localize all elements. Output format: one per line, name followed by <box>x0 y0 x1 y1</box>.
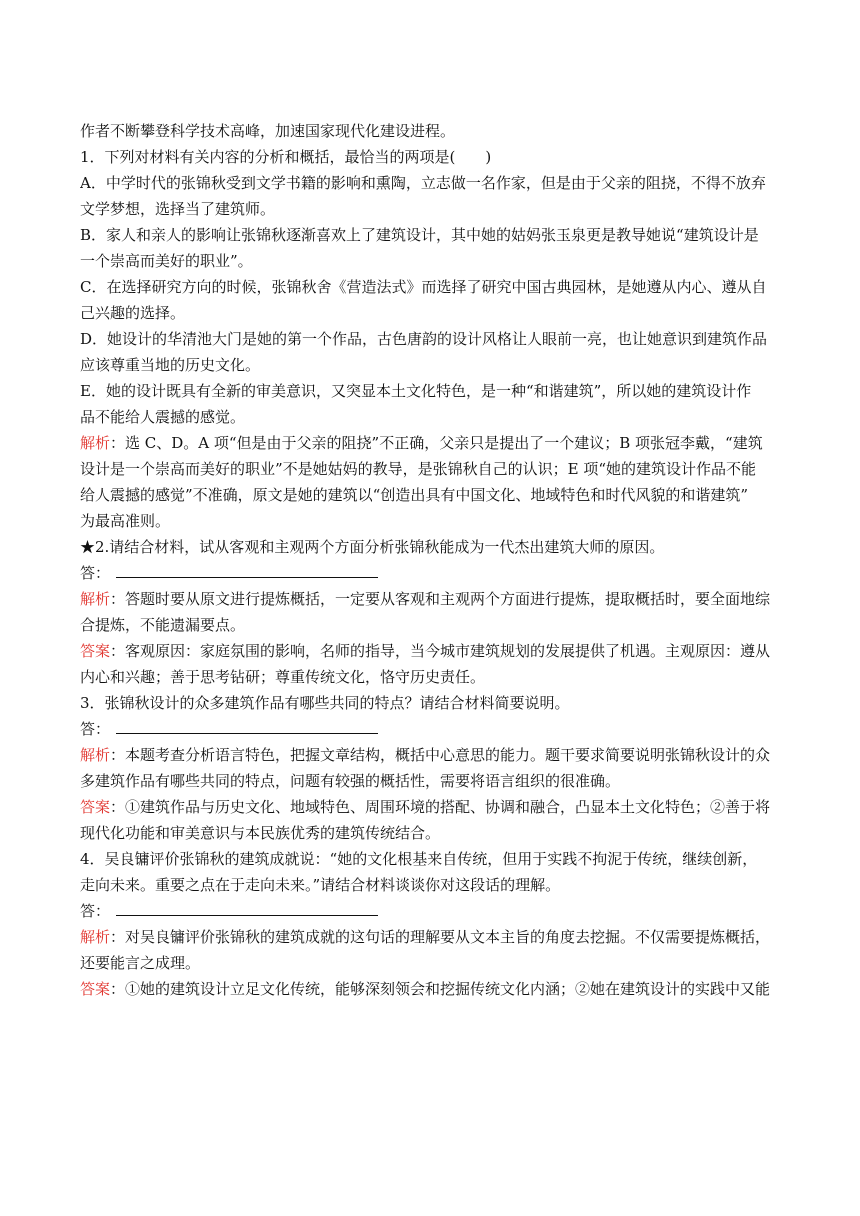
q4-analysis <box>80 924 780 950</box>
question-4-stem-cont: 走向未来。重要之点在于走向未来。”请结合材料谈谈你对这段话的理解。 <box>80 876 561 894</box>
q4-analysis-cont: 还要能言之成理。 <box>80 954 201 972</box>
q1-option-c: C．在选择研究方向的时候，张锦秋舍《营造法式》而选择了研究中国古典园林，是她遵从内心、遵从自 <box>80 278 767 296</box>
answer-underline <box>116 901 378 916</box>
answer-prompt: 答： <box>80 564 111 582</box>
analysis-label: 解析 <box>80 928 111 946</box>
q4-analysis-text: ：对吴良镛评价张锦秋的建筑成就的这句话的理解要从文本主旨的角度去挖掘。不仅需要提炼概括， <box>110 928 771 946</box>
answer-prompt: 答： <box>80 720 111 738</box>
q3-answer-cont: 现代化功能和审美意识与本民族优秀的建筑传统结合。 <box>80 824 441 842</box>
q1-option-e: E．她的设计既具有全新的审美意识，又突显本土文化特色，是一种“和谐建筑”，所以她的建筑设计作 <box>80 382 752 400</box>
q2-answer-blank <box>80 560 780 586</box>
q1-option-c-cont: 己兴趣的选择。 <box>80 304 186 322</box>
question-4-stem: 4．吴良镛评价张锦秋的建筑成就说：“她的文化根基来自传统，但用于实践不拘泥于传统，继续创新， <box>80 850 758 868</box>
q3-analysis <box>80 742 780 768</box>
analysis-label: 解析 <box>80 590 111 608</box>
q3-answer <box>80 794 780 820</box>
q1-option-b: B．家人和亲人的影响让张锦秋逐渐喜欢上了建筑设计，其中她的姑妈张玉泉更是教导她说“建筑设计是 <box>80 226 759 244</box>
intro-tail: 作者不断攀登科学技术高峰，加速国家现代化建设进程。 <box>80 122 456 140</box>
q3-analysis-text: ：本题考查分析语言特色，把握文章结构，概括中心意思的能力。题干要求简要说明张锦秋设计的众 <box>110 746 771 764</box>
q2-answer-text: ：客观原因：家庭氛围的影响，名师的指导，当今城市建筑规划的发展提供了机遇。主观原因：遵从 <box>110 642 771 660</box>
q2-answer <box>80 638 780 664</box>
q3-analysis-cont: 多建筑作品有哪些共同的特点，问题有较强的概括性，需要将语言组织的很准确。 <box>80 772 621 790</box>
q1-analysis-text: ：选 C、D。A 项“但是由于父亲的阻挠”不正确，父亲只是提出了一个建议；B 项张冠李戴，“建筑 <box>110 434 763 452</box>
q2-analysis <box>80 586 780 612</box>
q1-option-e-cont: 品不能给人震撼的感觉。 <box>80 408 246 426</box>
q2-analysis-text: ：答题时要从原文进行提炼概括，一定要从客观和主观两个方面进行提炼，提取概括时，要全面地综 <box>110 590 771 608</box>
q1-analysis-cont-1: 设计是一个崇高而美好的职业”不是她姑妈的教导，是张锦秋自己的认识；E 项“她的建筑设计作品不能 <box>80 460 757 478</box>
q2-answer-cont: 内心和兴趣；善于思考钻研；尊重传统文化，恪守历史责任。 <box>80 668 486 686</box>
q4-answer-blank <box>80 898 780 924</box>
q1-option-b-cont: 一个崇高而美好的职业”。 <box>80 252 253 270</box>
q1-option-d: D．她设计的华清池大门是她的第一个作品，古色唐韵的设计风格让人眼前一亮，也让她意识到建筑作品 <box>80 330 768 348</box>
answer-label: 答案 <box>80 980 111 998</box>
answer-underline <box>116 563 378 578</box>
q4-answer-text: ：①她的建筑设计立足文化传统，能够深刻领会和挖掘传统文化内涵；②她在建筑设计的实践中又能 <box>110 980 771 998</box>
document-page <box>80 118 780 1002</box>
q4-answer <box>80 976 780 1002</box>
q1-option-a-cont: 文学梦想，选择当了建筑师。 <box>80 200 276 218</box>
question-3-stem: 3．张锦秋设计的众多建筑作品有哪些共同的特点？请结合材料简要说明。 <box>80 694 570 712</box>
question-2-stem: ★2.请结合材料，试从客观和主观两个方面分析张锦秋能成为一代杰出建筑大师的原因。 <box>80 538 665 556</box>
q1-analysis-cont-2: 给人震撼的感觉”不准确，原文是她的建筑以“创造出具有中国文化、地域特色和时代风貌的和谐建筑” <box>80 486 749 504</box>
q1-option-d-cont: 应该尊重当地的历史文化。 <box>80 356 261 374</box>
q3-answer-blank <box>80 716 780 742</box>
q1-option-a: A．中学时代的张锦秋受到文学书籍的影响和熏陶，立志做一名作家，但是由于父亲的阻挠，不得不放弃 <box>80 174 766 192</box>
q2-analysis-cont: 合提炼，不能遗漏要点。 <box>80 616 246 634</box>
q1-analysis-cont-3: 为最高准则。 <box>80 512 171 530</box>
analysis-label: 解析 <box>80 746 111 764</box>
analysis-label: 解析 <box>80 434 111 452</box>
question-1-stem: 1．下列对材料有关内容的分析和概括，最恰当的两项是( ) <box>80 148 492 166</box>
q1-analysis <box>80 430 780 456</box>
answer-underline <box>116 719 378 734</box>
q3-answer-text: ：①建筑作品与历史文化、地域特色、周围环境的搭配、协调和融合，凸显本土文化特色；②善于将 <box>110 798 771 816</box>
answer-label: 答案 <box>80 798 111 816</box>
answer-prompt: 答： <box>80 902 111 920</box>
answer-label: 答案 <box>80 642 111 660</box>
